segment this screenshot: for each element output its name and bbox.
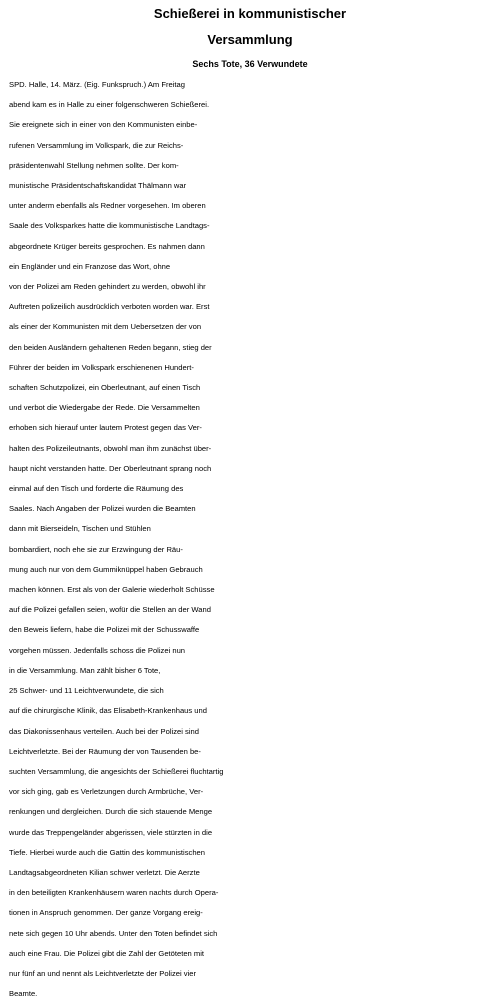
headline-line: Versammlung [207, 32, 293, 47]
body-text-line: 25 Schwer- und 11 Leichtverwundete, die sich [9, 686, 164, 696]
body-text-line: tionen in Anspruch genommen. Der ganze Vorgang ereig- [9, 908, 203, 918]
body-text-line: ein Engländer und ein Franzose das Wort, ohne [9, 261, 171, 271]
body-text-line: unter anderm ebenfalls als Redner vorgesehen. Im oberen [9, 201, 206, 211]
article-headline [0, 0, 500, 53]
headline-line: Schießerei in kommunistischer [153, 6, 347, 21]
body-text-line: in die Versammlung. Man zählt bisher 6 Tote, [9, 665, 161, 675]
body-text-line: nur fünf an und nennt als Leichtverletzte der Polizei vier [9, 968, 196, 978]
body-text-line: einmal auf den Tisch und forderte die Räumung des [9, 484, 184, 494]
body-text-line: den Beweis liefern, habe die Polizei mit der Schusswaffe [9, 625, 200, 635]
body-text-line: das Diakonissenhaus verteilen. Auch bei der Polizei sind [9, 726, 199, 736]
body-text-line: suchten Versammlung, die angesichts der Schießerei fluchtartig [9, 766, 224, 776]
body-text-line: als einer der Kommunisten mit dem Uebersetzen der von [9, 322, 202, 332]
body-text-line: auch eine Frau. Die Polizei gibt die Zahl der Getöteten mit [9, 948, 205, 958]
body-text-line: nete sich gegen 10 Uhr abends. Unter den Toten befindet sich [9, 928, 218, 938]
body-text-line: renkungen und dergleichen. Durch die sich stauende Menge [9, 807, 213, 817]
body-text-line: Beamte. [9, 989, 38, 999]
body-text-line: schaften Schutzpolizei, ein Oberleutnant, auf einen Tisch [9, 383, 201, 393]
body-text-line: erhoben sich hierauf unter lautem Protest gegen das Ver- [9, 423, 202, 433]
body-text-line: SPD. Halle, 14. März. (Eig. Funkspruch.) Am Freitag [9, 80, 185, 89]
body-text-line: abend kam es in Halle zu einer folgenschweren Schießerei. [9, 100, 210, 110]
body-text-line: wurde das Treppengeländer abgerissen, viele stürzten in die [9, 827, 213, 837]
body-text-line: von der Polizei am Reden gehindert zu werden, obwohl ihr [9, 282, 206, 292]
body-text-line: munistische Präsidentschaftskandidat Thälmann war [9, 181, 187, 191]
body-text-line: machen können. Erst als von der Galerie wiederholt Schüsse [9, 585, 215, 595]
body-text-line: auf die Polizei gefallen seien, wofür die Stellen an der Wand [9, 605, 211, 615]
article-subheadline: Sechs Tote, 36 Verwundete [192, 59, 308, 69]
body-text-line: Saales. Nach Angaben der Polizei wurden die Beamten [9, 504, 196, 514]
body-text-line: Leichtverletzte. Bei der Räumung der von Tausenden be- [9, 746, 201, 756]
body-text-line: Landtagsabgeordneten Kilian schwer verletzt. Die Aerzte [9, 867, 200, 877]
body-text-line: in den beteiligten Krankenhäusern waren nachts durch Opera- [9, 888, 219, 898]
body-text-line: rufenen Versammlung im Volkspark, die zur Reichs- [9, 140, 184, 150]
body-text-line: Sie ereignete sich in einer von den Kommunisten einbe- [9, 120, 198, 130]
body-text-line: vorgehen müssen. Jedenfalls schoss die Polizei nun [9, 645, 186, 655]
body-text-line: mung auch nur von dem Gummiknüppel haben Gebrauch [9, 564, 203, 574]
body-text-line: und verbot die Wiedergabe der Rede. Die Versammelten [9, 403, 200, 413]
body-text-line: dann mit Bierseideln, Tischen und Stühlen [9, 524, 151, 534]
body-text-line: den beiden Ausländern gehaltenen Reden begann, stieg der [9, 342, 212, 352]
body-text-line: Auftreten polizeilich ausdrücklich verboten worden war. Erst [9, 302, 210, 312]
body-text-line: Tiefe. Hierbei wurde auch die Gattin des kommunistischen [9, 847, 205, 857]
body-text-line: auf die chirurgische Klinik, das Elisabeth-Krankenhaus und [9, 706, 207, 716]
body-text-line: präsidentenwahl Stellung nehmen sollte. Der kom- [9, 160, 179, 170]
body-text-line: haupt nicht verstanden hatte. Der Oberleutnant sprang noch [9, 463, 212, 473]
body-text-line: Saale des Volksparkes hatte die kommunistische Landtags- [9, 221, 210, 231]
body-text-line: Führer der beiden im Volkspark erschienenen Hundert- [9, 362, 194, 372]
body-text-line: vor sich ging, gab es Verletzungen durch Armbrüche, Ver- [9, 787, 204, 797]
article-body [0, 75, 500, 1004]
body-text-line: abgeordnete Krüger bereits gesprochen. Es nahmen dann [9, 241, 205, 251]
body-text-line: bombardiert, noch ehe sie zur Erzwingung der Räu- [9, 544, 183, 554]
body-text-line: halten des Polizeileutnants, obwohl man ihm zunächst über- [9, 443, 212, 453]
